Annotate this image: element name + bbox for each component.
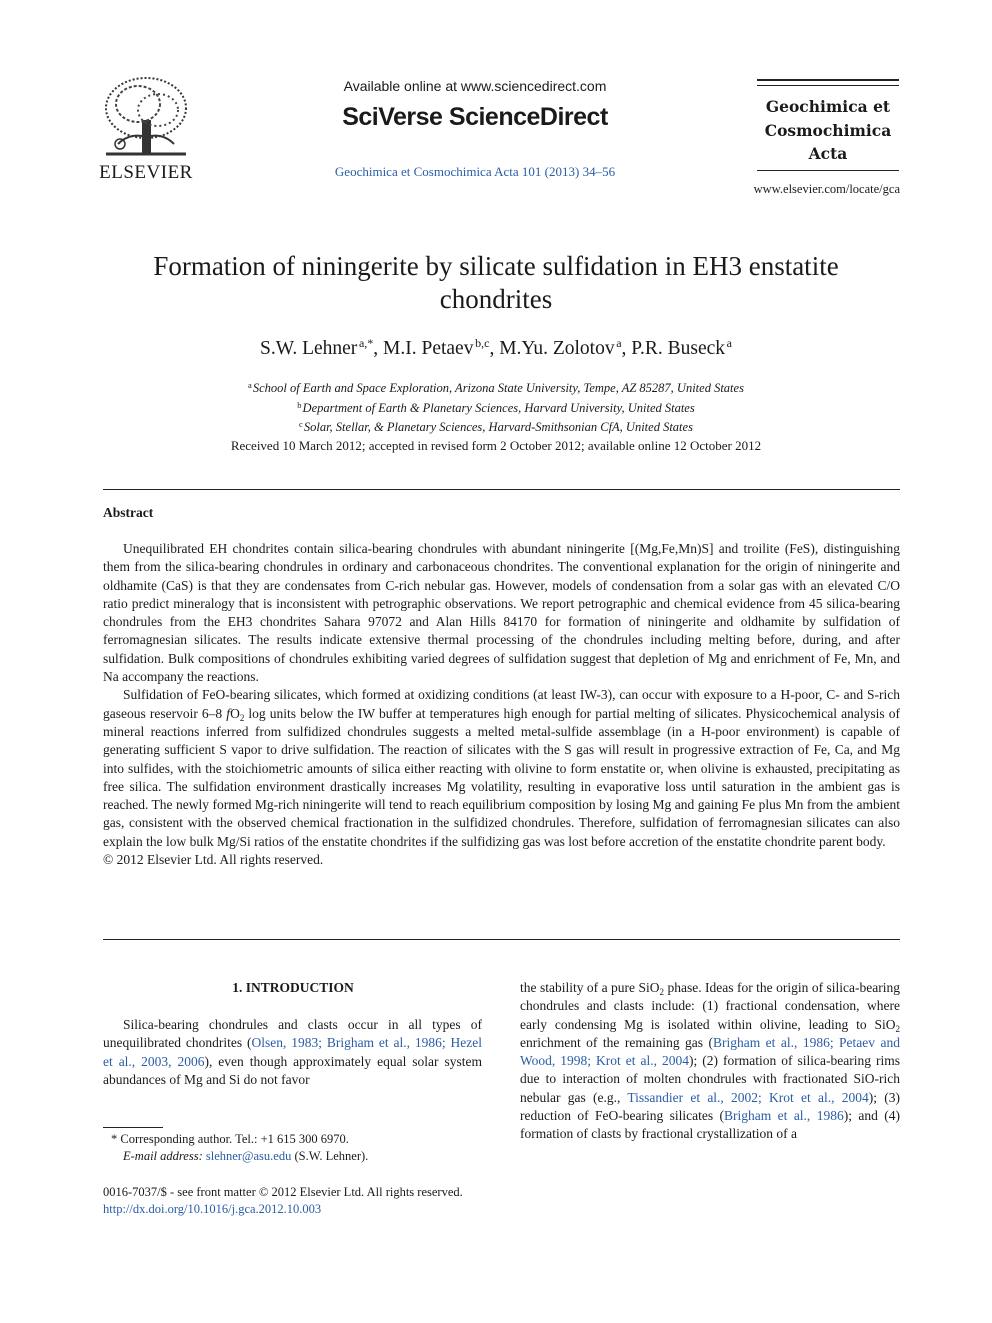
title-line: chondrites (439, 284, 553, 314)
abstract-top-rule (103, 489, 900, 490)
citation-link[interactable]: Brigham et al., 1986 (724, 1108, 844, 1124)
article-title (100, 250, 892, 316)
journal-bottom-rule (757, 170, 899, 171)
citation-link[interactable]: Olsen, 1983; Brigham et al., 1986; Hezel et al., 2003, 2006 (103, 1035, 482, 1069)
received-dates: Received 10 March 2012; accepted in revised form 2 October 2012; available online 12 October 2012 (230, 438, 762, 453)
body-text: enrichment of the remaining gas ( (520, 1034, 713, 1050)
subscript: 2 (895, 1023, 900, 1034)
affiliation-line (100, 377, 892, 397)
subscript: 2 (659, 987, 665, 997)
body-left-column (103, 1016, 482, 1089)
affiliation-line (100, 397, 892, 417)
corresponding-author-footnote (103, 1131, 482, 1165)
affiliation-text: School of Earth and Space Exploration, Arizona State University, Tempe, AZ 85287, United States (252, 381, 744, 395)
journal-name-line: Geochimica et (765, 97, 891, 116)
author-list: S.W. Lehner $^{a,*}$, M.I. Petaev $^{b,c}$, M.Yu. Zolotov $^a$, P.R. Buseck $^a$ (260, 336, 732, 359)
author-affil-marker[interactable]: b,c (475, 336, 490, 350)
author-affil-marker[interactable]: a (726, 336, 732, 350)
body-text: ); (2) formation of silica-bearing rims due to interaction of molten chondrules with fractionated SiO-rich nebular gas (e.g., (520, 1053, 900, 1105)
body-paragraph (103, 1016, 482, 1089)
issn-line: 0016-7037/$ - see front matter © 2012 Elsevier Ltd. All rights reserved. (103, 1185, 463, 1199)
abstract-text: log units below the IW buffer at temperatures high enough for partial melting of silicates. Physicochemical analysis of mineral reactions inferred from sulfidized chondrules suggests a melted metal-sulfide assemblage (in a H-poor environment) is capable of generating sufficient S vapor to drive sulfidation. The reaction of silicates with the S gas will result in progressive extraction of Fe, Ca, and Mg into sulfides, with the stoichiometric amounts of silica either reacting with olivine to form enstatite or, when olivine is exhausted, precipitating as free silica. The sulfidation environment drastically increases Mg volatility, resulting in evaporative loss until saturation in the ambient gas is reached. The newly formed Mg-rich niningerite will tend to reach equilibrium composition by losing Mg and gaining Fe plus Mn from the ambient gas, consistent with the observed chemical fractionation in the sulfidized chondrules. Therefore, sulfidation of ferromagnesian silicates can also explain the low bulk Mg/Si ratios of the enstatite chondrites if the sulfidizing gas was lost before accretion of the enstatite chondrite parent body. (103, 705, 900, 849)
author-name[interactable]: M.Yu. Zolotov (499, 338, 615, 359)
front-matter-info (103, 1184, 603, 1218)
author-name[interactable]: P.R. Buseck (631, 338, 726, 359)
abstract-subscript: 2 (239, 712, 245, 723)
author-name[interactable]: S.W. Lehner (260, 338, 358, 359)
journal-name (750, 95, 906, 166)
footnote-line: * Corresponding author. Tel.: +1 615 300 6970. (111, 1132, 349, 1146)
journal-url-link[interactable]: www.elsevier.com/locate/gca (753, 182, 900, 196)
journal-name-line: Acta (808, 144, 848, 163)
abstract-bottom-rule (103, 939, 900, 940)
journal-top-rule-thin (757, 85, 899, 86)
affiliation-line (100, 416, 892, 436)
body-text: Silica-bearing chondrules and clasts occur in all types of unequilibrated chondrites ( (103, 1017, 482, 1051)
abstract-paragraph (103, 686, 900, 851)
title-line: Formation of niningerite by silicate sulfidation in EH3 enstatite (153, 251, 839, 281)
abstract-body (103, 540, 900, 869)
footnote-rule (103, 1127, 163, 1128)
body-text: the stability of a pure SiO (520, 980, 660, 995)
sciverse-sciencedirect-logo: SciVerse ScienceDirect (342, 103, 608, 131)
citation-link[interactable]: Tissandier et al., 2002; Krot et al., 2004 (627, 1089, 869, 1105)
abstract-heading: Abstract (103, 505, 154, 520)
affil-marker: a (248, 380, 252, 390)
journal-name-line: Cosmochimica (764, 120, 892, 140)
email-label: E-mail address: (123, 1149, 203, 1163)
abstract-copyright: © 2012 Elsevier Ltd. All rights reserved. (103, 852, 324, 868)
author-name[interactable]: M.I. Petaev (383, 338, 474, 359)
abstract-symbol: O (230, 705, 240, 721)
section-heading-introduction: 1. INTRODUCTION (232, 980, 354, 995)
journal-top-rule (757, 79, 899, 81)
available-online-text: Available online at www.sciencedirect.com (343, 78, 607, 94)
email-suffix: (S.W. Lehner). (291, 1149, 369, 1163)
body-text: ); and (4) formation of clasts by fractional crystallization of a (520, 1108, 900, 1142)
doi-link[interactable]: http://dx.doi.org/10.1016/j.gca.2012.10.003 (103, 1202, 322, 1216)
abstract-text: Sulfidation of FeO-bearing silicates, which formed at oxidizing conditions (at least IW-3), can occur with exposure to a H-poor, C- and S-rich gaseous reservoir 6–8 (103, 687, 900, 721)
body-text: ), even though approximately equal solar system abundances of Mg and Si do not favor (103, 1053, 482, 1087)
body-right-column (520, 979, 900, 1144)
email-link[interactable]: slehner@asu.edu (205, 1149, 292, 1163)
citation-link[interactable]: Brigham et al., 1986; Petaev and Wood, 1998; Krot et al., 2004 (520, 1034, 900, 1069)
footnote-line (103, 1148, 482, 1165)
body-text: ); (3) reduction of FeO-bearing silicates ( (520, 1089, 900, 1124)
affiliation-text: Department of Earth & Planetary Sciences, Harvard University, United States (302, 400, 695, 415)
elsevier-wordmark: ELSEVIER (99, 162, 193, 183)
journal-citation-link[interactable]: Geochimica et Cosmochimica Acta 101 (2013) 34–56 (334, 164, 616, 179)
affil-marker: c (299, 419, 303, 430)
affiliation-text: Solar, Stellar, & Planetary Sciences, Harvard-Smithsonian CfA, United States (303, 420, 693, 435)
author-affil-marker[interactable]: a (616, 336, 622, 350)
author-affil-marker[interactable]: a,* (358, 336, 374, 350)
affil-marker: b (297, 399, 302, 410)
affiliations (100, 377, 892, 436)
body-text: phase. Ideas for the origin of silica-bearing chondrules and clasts include: (1) fractional condensation, where early condensing Mg is isolated within olivine, leading to SiO (520, 980, 900, 1032)
abstract-symbol: f (226, 705, 231, 721)
body-paragraph (520, 979, 900, 1144)
abstract-paragraph: Unequilibrated EH chondrites contain silica-bearing chondrules with abundant niningerite [(Mg,Fe,Mn)S] and troilite (FeS), distinguishing them from the silica-bearing chondrules in ordinary and carbonaceous chondrites. The conventional explanation for the origin of niningerite and oldhamite (CaS) is that they are condensates from C-rich nebular gas. However, models of condensation from a solar gas with an elevated C/O ratio predict mineralogy that is inconsistent with petrographic observations. We report petrographic and chemical evidence from 45 silica-bearing chondrules from the EH3 chondrites Sahara 97072 and Alan Hills 84170 for formation of niningerite and oldhamite by sulfidation of ferromagnesian silicates. The results indicate extensive thermal processing of the chondrules including melting before, during, and after sulfidation. Bulk compositions of chondrules exhibiting varied degrees of sulfidation suggest that depletion of Mg and enrichment of Fe, Mn, and Na accompany the reactions. (103, 541, 900, 685)
